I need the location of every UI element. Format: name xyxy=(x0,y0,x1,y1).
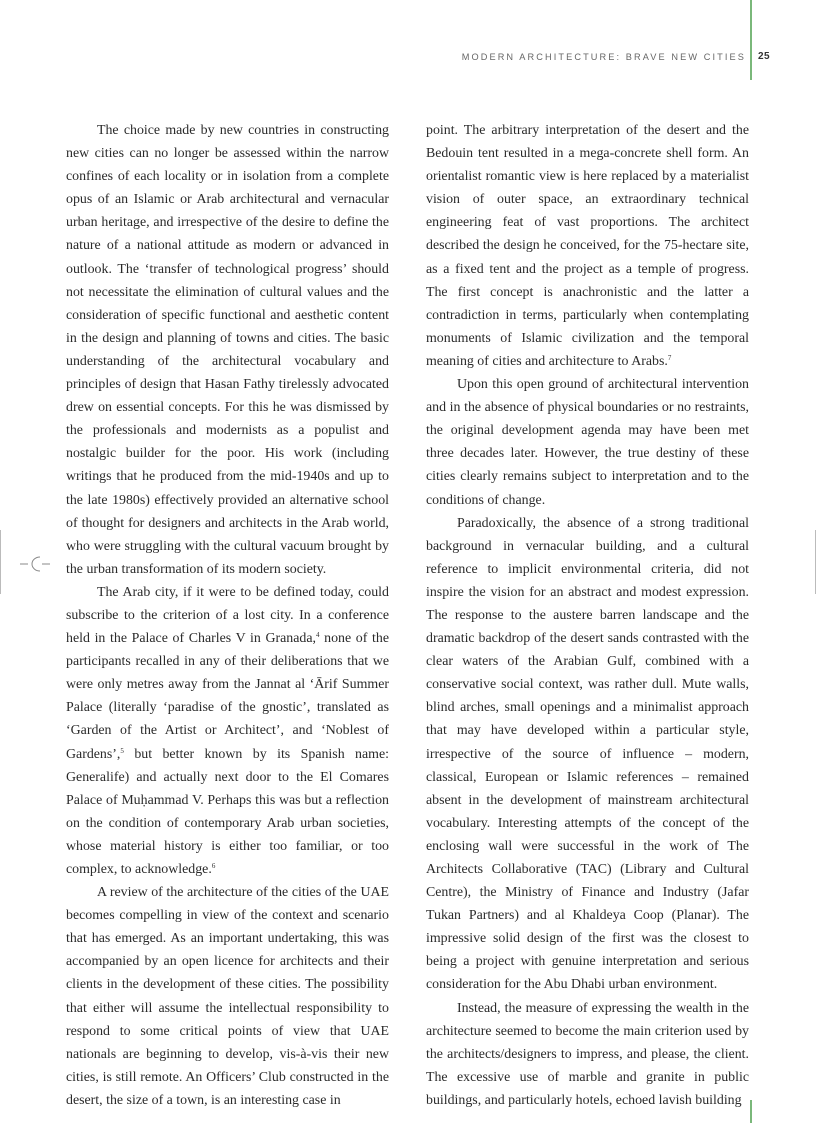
body-paragraph: Instead, the measure of expressing the wealth in the architecture seemed to become the main criterion used by the architects/designers to impress, and please, the client. The excessive use of marble and granite in public buildings, and particularly hotels, echoed lavish building xyxy=(426,1000,749,1108)
footnote-ref: 7 xyxy=(667,353,672,362)
running-header: MODERN ARCHITECTURE: BRAVE NEW CITIES xyxy=(461,52,746,62)
right-text-column xyxy=(426,119,749,1112)
footnote-ref: 6 xyxy=(211,862,216,870)
left-text-column xyxy=(66,119,389,1112)
footnote-ref: 4 xyxy=(316,631,320,640)
left-margin-mark xyxy=(0,530,1,594)
body-paragraph: Paradoxically, the absence of a strong traditional background in vernacular building, and a cultural reference to implicit environmental criteria, did not inspire the vision for an abstract and modest expression. The response to the austere barren landscape and the dramatic backdrop of the desert sands contrasted with the clear waters of the Arabian Gulf, combined with a conservative social context, was rather dull. Mute walls, blind arches, small openings and a minimalist approach that may have developed within a particular style, irrespective of the source of influence – modern, classical, European or Islamic references – remained absent in the development of mainstream architectural vocabulary. Interesting attempts of the concept of the enclosing wall were successful in the work of The Architects Collaborative (TAC) (Library and Cultural Centre), the Ministry of Finance and Industry (Jafar Tukan Partners) and al Khaldeya Coop (Planar). The impressive solid design of the first was the closest to being a project with genuine interpretation and serious consideration for the Abu Dhabi urban environment. xyxy=(426,515,749,993)
body-paragraph: The Arab city, if it were to be defined today, could subscribe to the criterion of a lost city. In a conference held in the Palace of Charles V in Granada,$^4$ none of the participants recalled in any of their deliberations that we were only metres away from the Jannat al ‘Ārif Summer Palace (literally ‘paradise of the gnostic’, translated as ‘Garden of the Artist or Architect’, and ‘Noblest of Gardens’,$^5$ but better known by its Spanish name: Generalife) and actually next door to the El Comares Palace of Muḥammad V. Perhaps this was but a reflection on the condition of contemporary Arab urban societies, whose material history is either too familiar, or too complex, to acknowledge.$^6$ xyxy=(66,584,389,877)
body-paragraph: The choice made by new countries in constructing new cities can no longer be assessed within the narrow confines of each locality or in isolation from a complete opus of an Islamic or Arab architectural and vernacular urban heritage, and irrespective of the desire to define the nature of a national attitude as modern or advanced in outlook. The ‘transfer of technological progress’ should not necessitate the elimination of cultural values and the consideration of specific functional and aesthetic content in the design and planning of towns and cities. The basic understanding of the architectural vocabulary and principles of design that Hasan Fathy tirelessly advocated drew on essential concepts. For this he was dismissed by the professionals and modernists as a populist and nostalgic builder for the poor. His work (including writings that he produced from the mid-1940s and up to the late 1980s) effectively provided an alternative school of thought for designers and architects in the Arab world, who were struggling with the cultural vacuum brought by the urban transformation of its modern society. xyxy=(66,123,389,577)
header-accent-rule xyxy=(750,0,752,80)
footer-accent-rule xyxy=(750,1100,752,1123)
registration-mark-icon xyxy=(20,554,50,574)
page-number: 25 xyxy=(758,51,771,62)
body-paragraph: point. The arbitrary interpretation of the desert and the Bedouin tent resulted in a mega-concrete shell form. An orientalist romantic view is here replaced by a materialist vision of outer space, an extraordinary technical engineering feat of vast proportions. The architect described the design he conceived, for the 75-hectare site, as a fixed tent and the project as a temple of progress. The first concept is anachronistic and the latter a contradiction in terms, particularly when contemplating monuments of Islamic civilization and the temporal meaning of cities and architecture to Arabs.$^7$ xyxy=(426,123,749,369)
body-paragraph: A review of the architecture of the cities of the UAE becomes compelling in view of the context and scenario that has emerged. As an important undertaking, this was accompanied by an open licence for architects and their clients in the development of these cities. The possibility that either will assume the intellectual responsibility to respond to some critical points of view that UAE nationals are beginning to develop, vis-à-vis their new cities, is still remote. An Officers’ Club constructed in the desert, the size of a town, is an interesting case in xyxy=(66,885,389,1108)
body-paragraph: Upon this open ground of architectural intervention and in the absence of physical boundaries or no restraints, the original development agenda may have been met three decades later. However, the true destiny of these cities clearly remains subject to interpretation and to the conditions of change. xyxy=(426,377,749,508)
footnote-ref: 5 xyxy=(120,746,124,755)
